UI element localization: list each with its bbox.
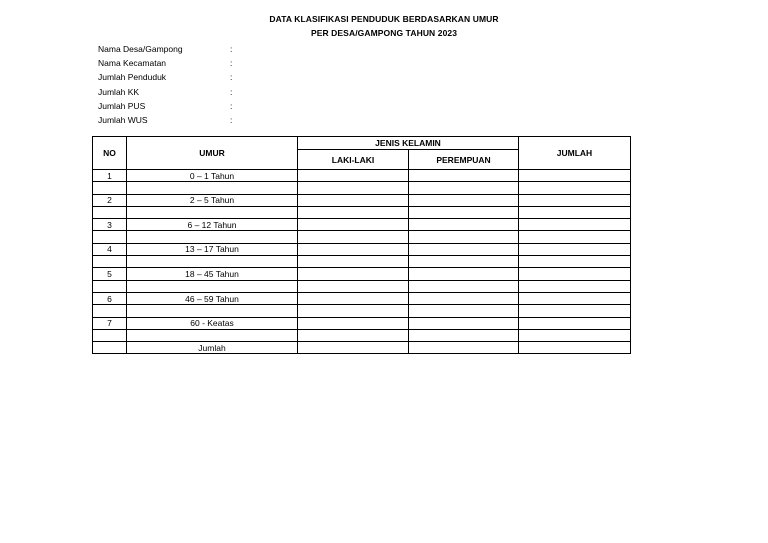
info-label: Nama Kecamatan (98, 58, 167, 69)
header-jenis-kelamin: JENIS KELAMIN (298, 137, 519, 150)
cell-empty (93, 182, 127, 194)
info-colon: : (230, 72, 233, 83)
cell-empty (127, 182, 298, 194)
cell-empty[interactable] (409, 206, 519, 218)
table-row (93, 194, 631, 206)
cell-perempuan[interactable] (409, 219, 519, 231)
info-label: Jumlah KK (98, 86, 140, 97)
header-umur: UMUR (127, 137, 298, 170)
table-total-row (93, 342, 631, 354)
cell-empty[interactable] (298, 206, 409, 218)
cell-empty[interactable] (409, 231, 519, 243)
cell-empty (93, 329, 127, 341)
cell-jumlah[interactable] (519, 170, 631, 182)
cell-jumlah[interactable] (519, 317, 631, 329)
cell-empty[interactable] (519, 182, 631, 194)
cell-empty[interactable] (298, 280, 409, 292)
cell-empty[interactable] (298, 329, 409, 341)
cell-laki-laki[interactable] (298, 219, 409, 231)
table-row-blank (93, 182, 631, 194)
cell-umur: 46 – 59 Tahun (127, 292, 298, 304)
cell-laki-laki[interactable] (298, 243, 409, 255)
cell-empty[interactable] (298, 256, 409, 268)
header-laki-laki: LAKI-LAKI (298, 150, 409, 170)
cell-jumlah[interactable] (519, 219, 631, 231)
table-row (93, 268, 631, 280)
age-classification-table (92, 136, 631, 354)
header-no: NO (93, 137, 127, 170)
cell-empty[interactable] (409, 182, 519, 194)
cell-jumlah[interactable] (519, 243, 631, 255)
cell-empty[interactable] (298, 231, 409, 243)
cell-no: 3 (93, 219, 127, 231)
info-colon: : (230, 44, 233, 54)
cell-umur: 18 – 45 Tahun (127, 268, 298, 280)
cell-jumlah[interactable] (519, 194, 631, 206)
table-row-blank (93, 329, 631, 341)
info-label: Jumlah PUS (98, 100, 146, 111)
cell-empty (127, 280, 298, 292)
cell-umur: 13 – 17 Tahun (127, 243, 298, 255)
table-row (93, 170, 631, 182)
cell-empty[interactable] (409, 256, 519, 268)
cell-empty (127, 305, 298, 317)
total-perempuan[interactable] (409, 342, 519, 354)
table-row-blank (93, 231, 631, 243)
table-row-blank (93, 256, 631, 268)
total-label: Jumlah (127, 342, 298, 354)
info-label: Nama Desa/Gampong (98, 44, 183, 54)
cell-empty[interactable] (519, 256, 631, 268)
cell-empty (127, 231, 298, 243)
table-row (93, 219, 631, 231)
cell-empty[interactable] (409, 280, 519, 292)
cell-empty (93, 280, 127, 292)
cell-no: 5 (93, 268, 127, 280)
cell-umur: 2 – 5 Tahun (127, 194, 298, 206)
cell-empty (93, 206, 127, 218)
cell-no: 1 (93, 170, 127, 182)
table-row-blank (93, 305, 631, 317)
info-colon: : (230, 114, 233, 125)
cell-empty[interactable] (519, 329, 631, 341)
cell-empty (127, 256, 298, 268)
cell-laki-laki[interactable] (298, 292, 409, 304)
cell-empty[interactable] (519, 280, 631, 292)
cell-empty (127, 206, 298, 218)
cell-laki-laki[interactable] (298, 194, 409, 206)
cell-no: 7 (93, 317, 127, 329)
cell-perempuan[interactable] (409, 243, 519, 255)
cell-no (93, 342, 127, 354)
cell-empty[interactable] (519, 206, 631, 218)
cell-empty[interactable] (409, 329, 519, 341)
cell-perempuan[interactable] (409, 194, 519, 206)
cell-jumlah[interactable] (519, 268, 631, 280)
cell-umur: 60 - Keatas (127, 317, 298, 329)
cell-no: 4 (93, 243, 127, 255)
info-label: Jumlah WUS (98, 114, 148, 125)
cell-perempuan[interactable] (409, 170, 519, 182)
info-row-desa (98, 42, 298, 56)
total-laki-laki[interactable] (298, 342, 409, 354)
cell-empty (93, 231, 127, 243)
total-jumlah[interactable] (519, 342, 631, 354)
info-row-pus (98, 99, 298, 113)
header-perempuan: PEREMPUAN (409, 150, 519, 170)
table-header-row (93, 137, 631, 150)
cell-empty[interactable] (409, 305, 519, 317)
cell-jumlah[interactable] (519, 292, 631, 304)
cell-empty[interactable] (298, 305, 409, 317)
table-row (93, 292, 631, 304)
info-colon: : (230, 86, 233, 97)
cell-perempuan[interactable] (409, 268, 519, 280)
cell-laki-laki[interactable] (298, 317, 409, 329)
cell-empty[interactable] (298, 182, 409, 194)
cell-umur: 0 – 1 Tahun (127, 170, 298, 182)
cell-empty (127, 329, 298, 341)
cell-no: 6 (93, 292, 127, 304)
cell-empty[interactable] (519, 231, 631, 243)
info-colon: : (230, 100, 233, 111)
cell-laki-laki[interactable] (298, 268, 409, 280)
cell-perempuan[interactable] (409, 317, 519, 329)
cell-perempuan[interactable] (409, 292, 519, 304)
header-jumlah: JUMLAH (519, 137, 631, 170)
info-row-kecamatan (98, 56, 298, 70)
cell-umur: 6 – 12 Tahun (127, 219, 298, 231)
cell-empty (93, 256, 127, 268)
info-block (98, 42, 298, 127)
table-row-blank (93, 280, 631, 292)
cell-laki-laki[interactable] (298, 170, 409, 182)
document-title-line-2: PER DESA/GAMPONG TAHUN 2023 (310, 28, 458, 38)
info-label: Jumlah Penduduk (98, 72, 167, 83)
cell-empty[interactable] (519, 305, 631, 317)
cell-no: 2 (93, 194, 127, 206)
table-row (93, 317, 631, 329)
info-colon: : (230, 58, 233, 69)
table-row (93, 243, 631, 255)
info-row-wus (98, 113, 298, 127)
info-row-penduduk (98, 70, 298, 84)
document-title-line-1: DATA KLASIFIKASI PENDUDUK BERDASARKAN UMUR (269, 14, 499, 24)
cell-empty (93, 305, 127, 317)
info-row-kk (98, 85, 298, 99)
table-row-blank (93, 206, 631, 218)
